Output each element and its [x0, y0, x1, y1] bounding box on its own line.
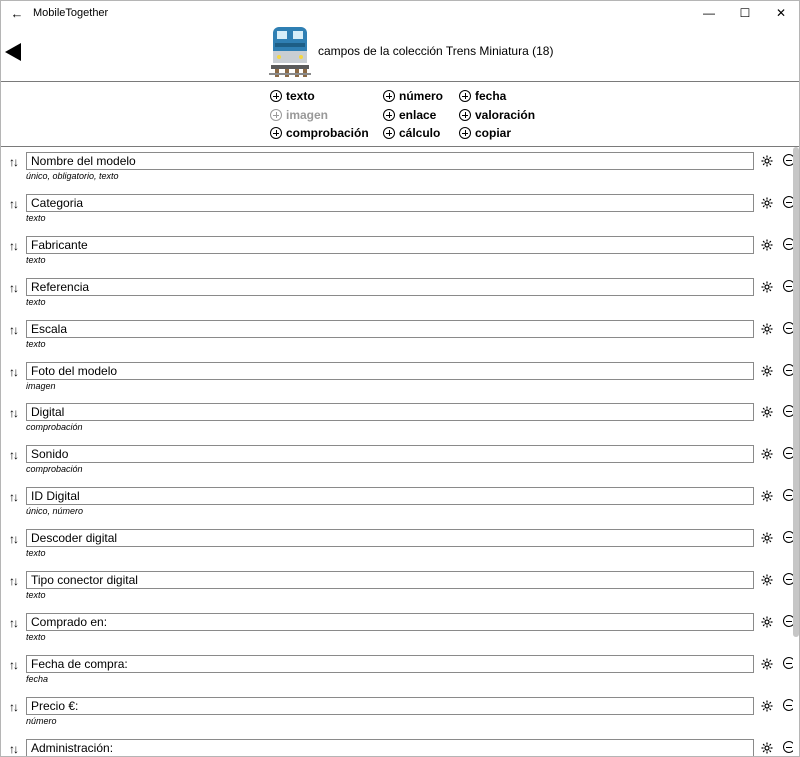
field-properties: fecha	[26, 673, 49, 684]
add-icon	[383, 127, 395, 139]
add-rating-button[interactable]	[459, 106, 535, 124]
remove-icon[interactable]	[783, 741, 793, 753]
gear-icon[interactable]	[761, 238, 773, 250]
reorder-icon[interactable]: ↑↓	[9, 448, 17, 463]
field-name-input[interactable]: Nombre del modelo	[26, 152, 754, 170]
field-row	[1, 653, 793, 695]
remove-icon[interactable]	[783, 322, 793, 334]
field-name-input[interactable]: Fabricante	[26, 236, 754, 254]
add-icon	[459, 109, 471, 121]
gear-icon[interactable]	[761, 615, 773, 627]
field-name-input[interactable]: Categoria	[26, 194, 754, 212]
field-properties: texto	[26, 548, 46, 559]
field-row	[1, 401, 793, 443]
page-header	[1, 25, 799, 81]
field-row	[1, 192, 793, 234]
add-rating-label: valoración	[475, 108, 536, 122]
remove-icon[interactable]	[783, 531, 793, 543]
copy-button[interactable]	[459, 124, 511, 142]
divider	[1, 81, 799, 82]
remove-icon[interactable]	[783, 489, 793, 501]
reorder-icon[interactable]: ↑↓	[9, 741, 17, 756]
field-properties: único, obligatorio, texto	[26, 171, 119, 181]
gear-icon[interactable]	[761, 573, 773, 585]
remove-icon[interactable]	[783, 699, 793, 711]
add-number-label: número	[399, 89, 444, 103]
remove-icon[interactable]	[783, 573, 793, 585]
add-icon	[270, 90, 282, 102]
field-name-input[interactable]: Fecha de compra:	[26, 655, 754, 673]
field-row	[1, 569, 793, 611]
minimize-button[interactable]: —	[703, 6, 715, 20]
reorder-icon[interactable]: ↑↓	[9, 196, 17, 211]
field-name-input[interactable]: Descoder digital	[26, 529, 754, 547]
field-row	[1, 611, 793, 653]
add-image-label: imagen	[286, 108, 329, 122]
reorder-icon[interactable]: ↑↓	[9, 364, 17, 379]
add-check-button[interactable]	[270, 124, 369, 142]
scrollbar[interactable]	[793, 147, 799, 637]
add-calculation-button[interactable]	[383, 124, 440, 142]
back-arrow-icon[interactable]	[5, 43, 21, 61]
field-properties: comprobación	[26, 422, 83, 433]
add-icon	[459, 90, 471, 102]
reorder-icon[interactable]: ↑↓	[9, 406, 17, 421]
title-bar	[1, 1, 799, 25]
add-icon	[383, 109, 395, 121]
gear-icon[interactable]	[761, 531, 773, 543]
field-name-input[interactable]: Referencia	[26, 278, 754, 296]
reorder-icon[interactable]: ↑↓	[9, 322, 17, 337]
add-text-label: texto	[286, 89, 315, 103]
field-name-input[interactable]: Sonido	[26, 445, 754, 463]
remove-icon[interactable]	[783, 405, 793, 417]
add-link-button[interactable]	[383, 106, 436, 124]
field-name-input[interactable]: Escala	[26, 320, 754, 338]
gear-icon[interactable]	[761, 280, 773, 292]
field-name-input[interactable]: Precio €:	[26, 697, 754, 715]
remove-icon[interactable]	[783, 196, 793, 208]
add-icon	[459, 127, 471, 139]
add-date-label: fecha	[475, 89, 507, 103]
reorder-icon[interactable]: ↑↓	[9, 490, 17, 505]
add-text-button[interactable]	[270, 87, 315, 105]
remove-icon[interactable]	[783, 657, 793, 669]
gear-icon[interactable]	[761, 741, 773, 753]
remove-icon[interactable]	[783, 280, 793, 292]
page-title: campos de la colección Trens Miniatura (18)	[318, 44, 554, 58]
field-row	[1, 234, 793, 276]
remove-icon[interactable]	[783, 238, 793, 250]
reorder-icon[interactable]: ↑↓	[9, 699, 17, 714]
reorder-icon[interactable]: ↑↓	[9, 657, 17, 672]
reorder-icon[interactable]: ↑↓	[9, 238, 17, 253]
field-row	[1, 318, 793, 360]
copy-label: copiar	[475, 126, 512, 140]
field-list	[1, 147, 793, 757]
field-name-input[interactable]: Administración:	[26, 739, 754, 757]
maximize-button[interactable]: ☐	[739, 6, 751, 20]
add-image-button[interactable]	[270, 106, 328, 124]
field-properties: texto	[26, 212, 46, 223]
gear-icon[interactable]	[761, 154, 773, 166]
reorder-icon[interactable]: ↑↓	[9, 280, 17, 295]
field-row	[1, 527, 793, 569]
remove-icon[interactable]	[783, 364, 793, 376]
field-properties: texto	[26, 296, 46, 307]
field-row	[1, 695, 793, 737]
field-row	[1, 485, 793, 527]
add-icon	[383, 90, 395, 102]
field-properties: número	[26, 715, 57, 726]
add-check-label: comprobación	[286, 126, 369, 140]
field-name-input[interactable]: Digital	[26, 403, 754, 421]
gear-icon[interactable]	[761, 447, 773, 459]
field-properties: comprobación	[26, 464, 83, 475]
app-title: MobileTogether	[33, 7, 109, 19]
window-back-button[interactable]: ←	[10, 5, 24, 21]
add-calculation-label: cálculo	[399, 126, 441, 140]
field-row	[1, 150, 793, 192]
add-number-button[interactable]	[383, 87, 443, 105]
gear-icon[interactable]	[761, 405, 773, 417]
gear-icon[interactable]	[761, 699, 773, 711]
field-name-input[interactable]: Comprado en:	[26, 613, 754, 631]
field-properties: texto	[26, 590, 46, 600]
field-row	[1, 276, 793, 318]
add-field-toolbar	[1, 85, 799, 145]
gear-icon[interactable]	[761, 657, 773, 669]
close-button[interactable]: ✕	[775, 6, 787, 20]
field-name-input[interactable]: Tipo conector digital	[26, 571, 754, 589]
reorder-icon[interactable]: ↑↓	[9, 574, 17, 588]
remove-icon[interactable]	[783, 615, 793, 627]
gear-icon[interactable]	[761, 322, 773, 334]
add-icon	[270, 109, 282, 121]
reorder-icon[interactable]: ↑↓	[9, 615, 17, 630]
gear-icon[interactable]	[761, 489, 773, 501]
window-controls	[691, 1, 799, 25]
remove-icon[interactable]	[783, 447, 793, 459]
train-icon	[269, 25, 311, 79]
remove-icon[interactable]	[783, 154, 793, 166]
field-name-input[interactable]: Foto del modelo	[26, 362, 754, 380]
reorder-icon[interactable]: ↑↓	[9, 532, 17, 547]
field-properties: texto	[26, 631, 46, 642]
field-properties: único, número	[26, 506, 84, 517]
gear-icon[interactable]	[761, 196, 773, 208]
field-row	[1, 737, 793, 757]
gear-icon[interactable]	[761, 364, 773, 376]
field-properties: texto	[26, 338, 46, 349]
reorder-icon[interactable]: ↑↓	[9, 155, 17, 169]
add-date-button[interactable]	[459, 87, 506, 105]
field-properties: imagen	[26, 380, 56, 391]
field-name-input[interactable]: ID Digital	[26, 487, 754, 505]
field-row	[1, 360, 793, 402]
field-row	[1, 443, 793, 485]
add-link-label: enlace	[399, 108, 437, 122]
field-properties: texto	[26, 254, 46, 265]
add-icon	[270, 127, 282, 139]
